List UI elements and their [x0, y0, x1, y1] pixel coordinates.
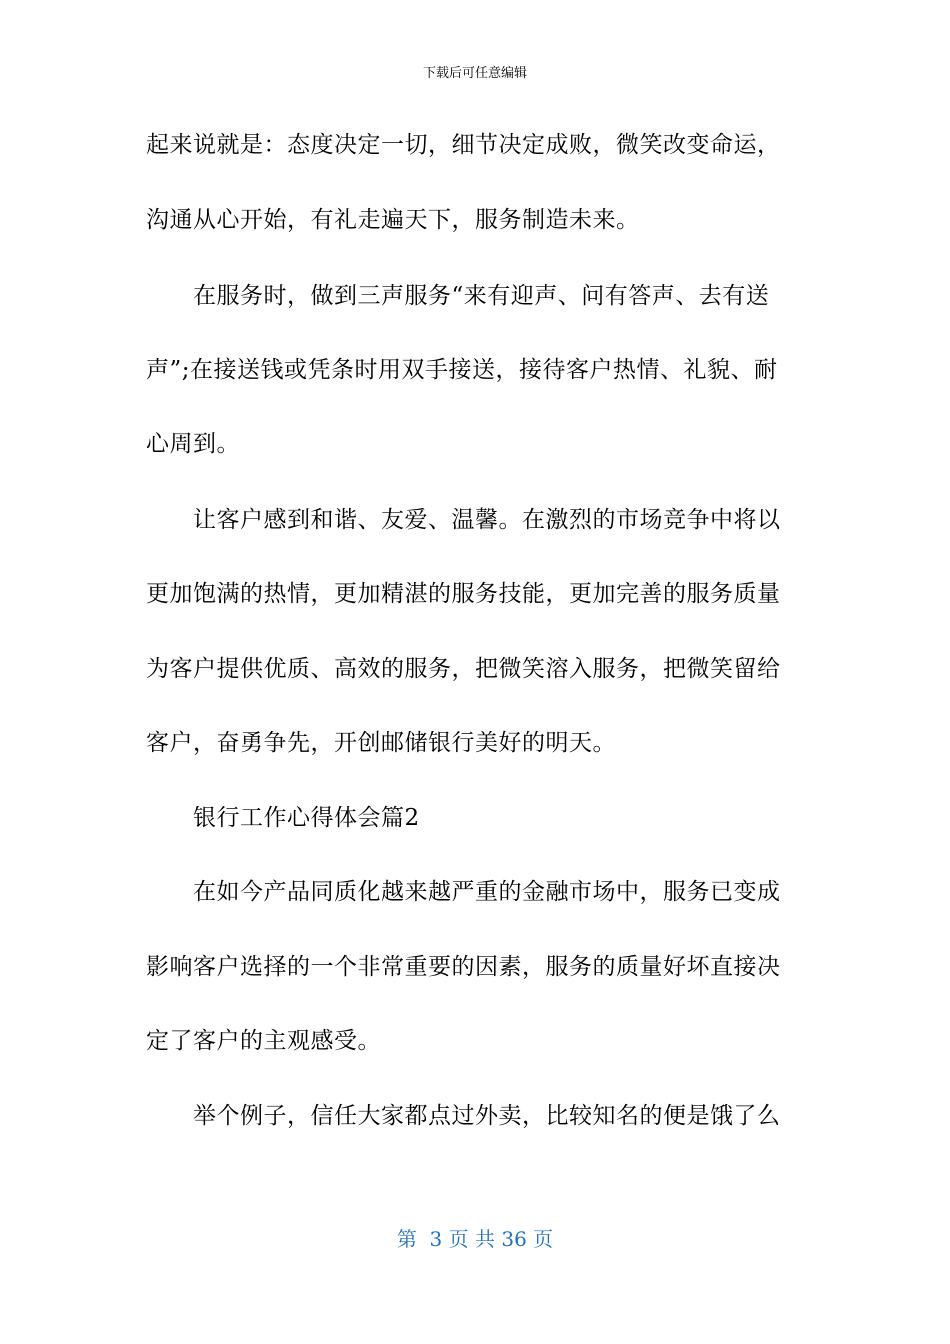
page-header: 下载后可任意编辑	[422, 66, 527, 81]
body-line-2: 沟通从心开始，有礼走遍天下，服务制造未来。	[146, 207, 640, 233]
body-line-7: 更加饱满的热情，更加精湛的服务技能，更加完善的服务质量	[146, 581, 781, 607]
body-line-4: 声”;在接送钱或凭条时用双手接送，接待客户热情、礼貌、耐	[146, 357, 778, 383]
body-line-3: 在服务时，做到三声服务“来有迎声、问有答声、去有送	[193, 283, 770, 309]
body-line-6: 让客户感到和谐、友爱、温馨。在激烈的市场竞争中将以	[193, 507, 781, 533]
body-line-8: 为客户提供优质、高效的服务，把微笑溶入服务，把微笑留给	[146, 656, 781, 682]
body-line-13: 定了客户的主观感受。	[146, 1028, 381, 1054]
body-line-14: 举个例子，信任大家都点过外卖，比较知名的便是饿了么	[193, 1103, 781, 1129]
body-line-1: 起来说就是：态度决定一切，细节决定成败，微笑改变命运，	[146, 132, 781, 158]
body-line-9: 客户，奋勇争先，开创邮储银行美好的明天。	[146, 730, 616, 756]
page-number-footer: 第 3 页 共 36 页	[396, 1227, 554, 1251]
body-line-11: 在如今产品同质化越来越严重的金融市场中，服务已变成	[193, 879, 781, 905]
body-line-5: 心周到。	[146, 431, 240, 457]
body-line-12: 影响客户选择的一个非常重要的因素，服务的质量好坏直接决	[146, 954, 781, 980]
section-heading: 银行工作心得体会篇2	[193, 805, 420, 831]
